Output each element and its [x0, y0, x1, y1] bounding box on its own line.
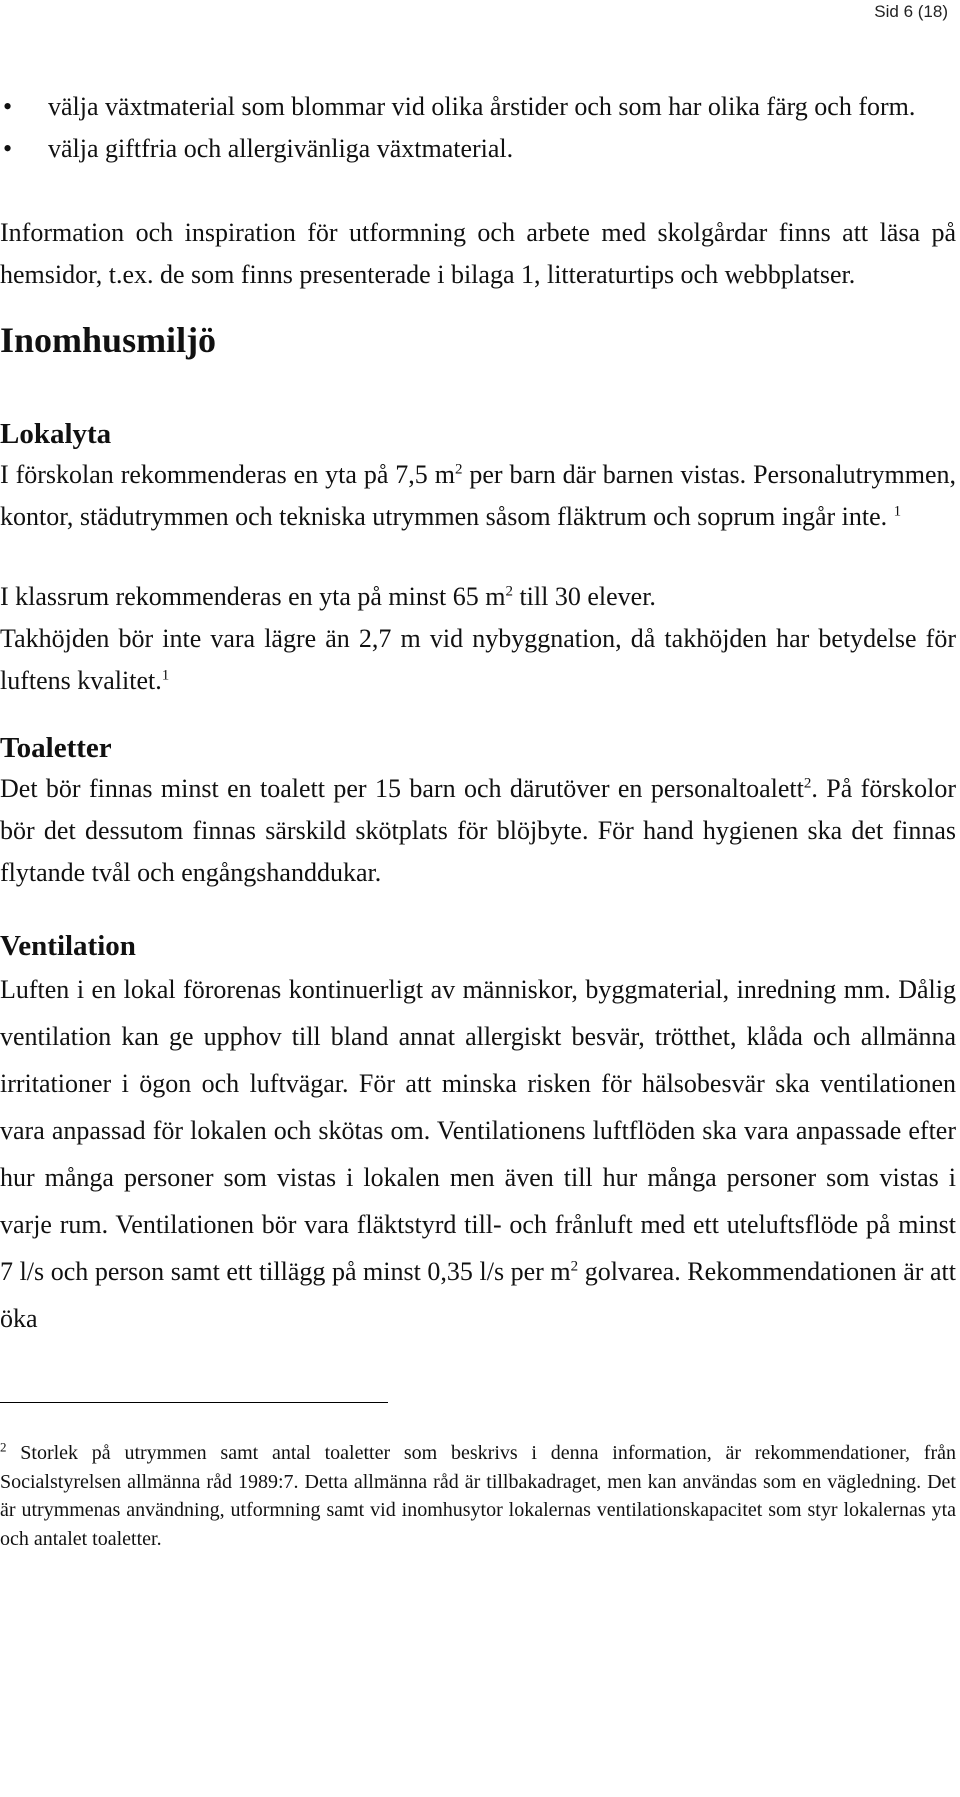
- lokalyta-paragraph-3: Takhöjden bör inte vara lägre än 2,7 m vid nybyggnation, då takhöjden har betydelse för luftens kvalitet.$^1$: [0, 624, 956, 695]
- section-title: Inomhusmiljö: [0, 320, 217, 360]
- bullet-list: [0, 86, 956, 170]
- lokalyta-paragraph-1: I förskolan rekommenderas en yta på 7,5 $m^2$ per barn där barnen vistas. Personalutrymmen, kontor, städutrymmen och tekniska utrymmen såsom fläktrum och soprum ingår inte. $^1$: [0, 460, 957, 531]
- ventilation-heading: Ventilation: [0, 930, 136, 962]
- bullet-icon: •: [3, 134, 13, 163]
- list-item: [0, 128, 956, 170]
- footnote-reference: 1: [893, 503, 902, 520]
- page-content: [0, 86, 956, 1553]
- footnote-reference: 2: [803, 775, 812, 792]
- ventilation-paragraph: Luften i en lokal förorenas kontinuerligt av människor, byggmaterial, inredning mm. Dålig ventilation kan ge upphov till bland annat allergiskt besvär, trötthet, klåda och allmänna irritationer i ögon och luftvägar. För att minska risken för hälsobesvär ska ventilationen vara anpassad för lokalen och skötas om. Ventilationens luftflöden ska vara anpassade efter hur många personer som vistas i lokalen men även till hur många personer som vistas i varje rum. Ventilationen bör vara fläktstyrd till- och frånluft med ett uteluftsflöde på minst 7 l/s och person samt ett tillägg på minst 0,35 l/s per $m^2$ golvarea. Rekommendationen är att öka: [0, 975, 956, 1333]
- toaletter-paragraph: Det bör finnas minst en toalett per 15 barn och därutöver en personaltoalett$^2$. På förskolor bör det dessutom finnas särskild skötplats för blöjbyte. För hand hygienen ska det finnas flytande tvål och engångshanddukar.: [0, 774, 956, 887]
- list-item: [0, 86, 956, 128]
- page-number: Sid 6 (18): [874, 2, 948, 21]
- toaletter-heading: Toaletter: [0, 732, 112, 764]
- footnote-marker: 2: [0, 1439, 7, 1455]
- footnote: $^2$ Storlek på utrymmen samt antal toaletter som beskrivs i denna information, är rekommendationer, från Socialstyrelsen allmänna råd 1989:7. Detta allmänna råd är tillbakadraget, men kan användas som en vägledning. Det är utrymmenas användning, utformning samt vid inomhusytor lokalernas ventilationskapacitet som styr lokalernas yta och antalet toaletter.: [0, 1439, 956, 1550]
- lokalyta-heading: Lokalyta: [0, 418, 112, 450]
- bullet-icon: •: [3, 92, 13, 121]
- intro-paragraph: Information och inspiration för utformning och arbete med skolgårdar finns att läsa på hemsidor, t.ex. de som finns presenterade i bilaga 1, litteraturtips och webbplatser.: [0, 218, 956, 289]
- footnote-reference: 1: [161, 667, 170, 684]
- bullet-text: välja giftfria och allergivänliga växtmaterial.: [48, 134, 514, 163]
- bullet-text: välja växtmaterial som blommar vid olika årstider och som har olika färg och form.: [48, 92, 916, 121]
- lokalyta-paragraph-2: I klassrum rekommenderas en yta på minst 65 $m^2$ till 30 elever.: [0, 582, 656, 611]
